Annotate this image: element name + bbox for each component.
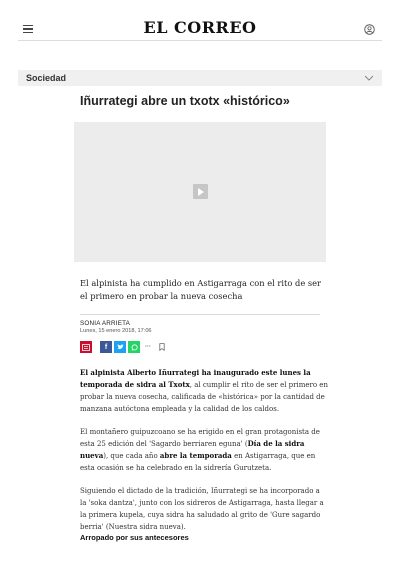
publish-date: Lunes, 15 enero 2018, 17:06 (80, 328, 152, 334)
paragraph: Siguiendo el dictado de la tradición, Iñurrategi se ha incorporado a la 'soka dantza', junto con los sidreros de Astigarraga, hasta llegar a la primera kupela, cuya sidra ha saludado al grito de 'Gure sagardo berria' (Nuestra sidra nueva). (80, 487, 324, 531)
header-divider (18, 40, 382, 41)
twitter-share-button[interactable] (114, 341, 126, 353)
chevron-down-icon (364, 75, 374, 81)
whatsapp-share-button[interactable] (128, 341, 140, 353)
bookmark-button[interactable] (156, 341, 168, 353)
more-options-button[interactable] (142, 341, 154, 353)
bold-text: abre la temporada (159, 451, 232, 460)
article-subtitle: El alpinista ha cumplido en Astigarraga con el rito de ser el primero en probar la nueva cosecha (80, 278, 321, 301)
play-icon[interactable] (193, 184, 208, 199)
paragraph (80, 426, 328, 474)
paragraph-text: ), que cada año (103, 452, 160, 460)
bold-text: El alpinista Alberto Iñurrategi ha inaugurado este lunes la temporada de sidra al Txotx (80, 368, 311, 389)
facebook-share-button[interactable] (100, 341, 112, 353)
site-header (0, 0, 400, 42)
twitter-icon (117, 344, 124, 350)
share-bar (80, 341, 170, 353)
article-title: Iñurrategi abre un txotx «histórico» (80, 94, 290, 108)
site-logo[interactable]: EL CORREO (143, 18, 257, 37)
byline-divider (80, 314, 320, 315)
article-subheading: Arropado por sus antecesores (80, 533, 189, 542)
video-player[interactable] (74, 122, 326, 262)
bookmark-icon (159, 343, 165, 351)
facebook-icon: f (104, 343, 108, 351)
bold-text: Día de la sidra nueva (80, 439, 305, 460)
newsletter-button[interactable] (80, 341, 92, 353)
section-label: Sociedad (26, 73, 67, 83)
user-icon[interactable] (364, 24, 375, 35)
article-body (80, 367, 328, 544)
section-dropdown[interactable] (18, 70, 382, 86)
newspaper-icon (82, 344, 90, 351)
paragraph-text: en Astigarraga, que en esta ocasión se ha celebrado en la sidrería Gurutzeta. (80, 452, 316, 472)
whatsapp-icon (131, 344, 138, 351)
paragraph (80, 367, 328, 415)
paragraph-text: , al cumplir el rito de ser el primero en probar la nueva cosecha, calificada de «histórica» por la cantidad de manzana autóctona empleada y la calidad de los caldos. (80, 381, 328, 413)
paragraph-text: El montañero guipuzcoano se ha erigido en el gran protagonista de esta 25 edición del 'Sagardo berriaren eguna' ( (80, 428, 320, 448)
author-name[interactable]: SONIA ARRIETA (80, 320, 131, 327)
more-icon: ··· (145, 344, 151, 350)
